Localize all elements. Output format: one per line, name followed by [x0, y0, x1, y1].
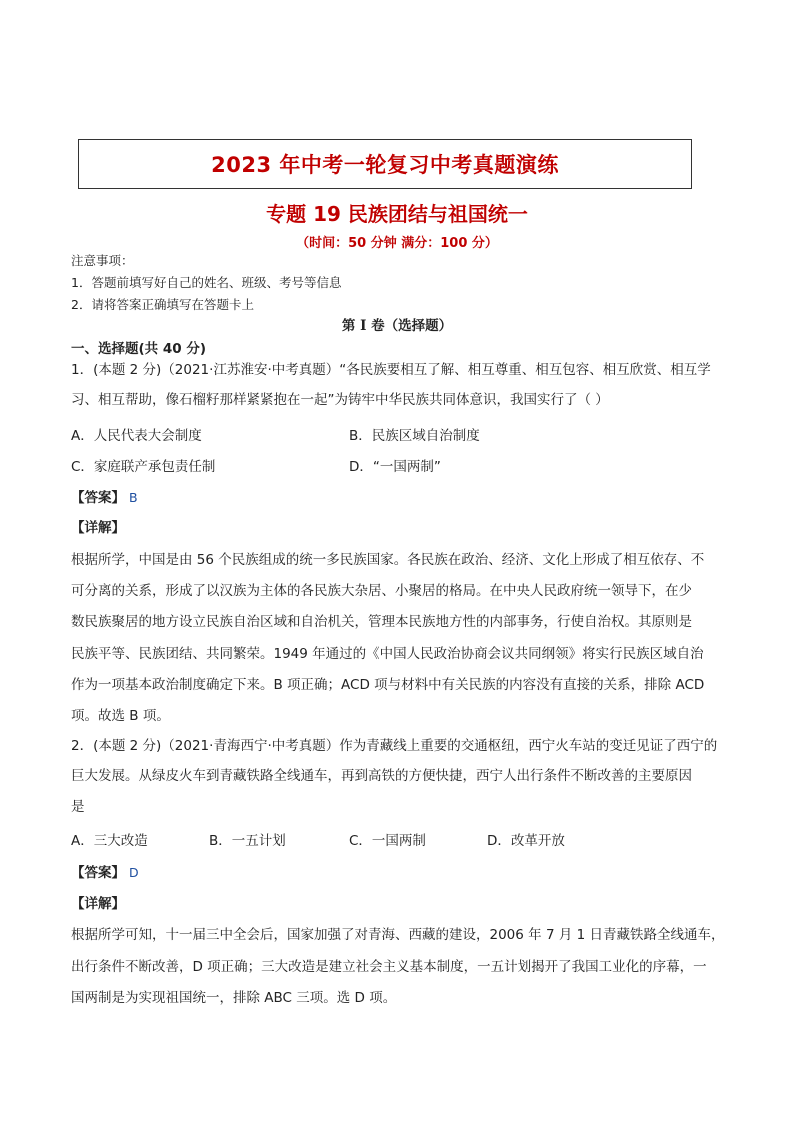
q1-stem-line-2: 习、相互帮助，像石榴籽那样紧紧抱在一起”为铸牢中华民族共同体意识，我国实行了（ ） — [71, 392, 609, 408]
page-subtitle: 专题 19 民族团结与祖国统一 — [266, 202, 528, 226]
section-title: 一、选择题(共 40 分) — [71, 341, 207, 357]
note-item-1: 1．答题前填写好自己的姓名、班级、考号等信息 — [71, 275, 342, 290]
time-info: （时间：50 分钟 满分：100 分） — [296, 236, 498, 251]
q1-answer-value: B — [129, 490, 138, 505]
q2-answer — [71, 861, 139, 881]
q2-option-d: D．改革开放 — [487, 833, 565, 849]
q1-answer — [71, 486, 138, 506]
q1-detail-line-6: 项。故选 B 项。 — [71, 708, 170, 724]
q1-detail-line-1: 根据所学，中国是由 56 个民族组成的统一多民族国家。各民族在政治、经济、文化上形成了相互依存、不 — [71, 552, 705, 568]
q1-detail-line-2: 可分离的关系，形成了以汉族为主体的各民族大杂居、小聚居的格局。在中央人民政府统一领导下，在少 — [71, 583, 692, 599]
q1-detail-line-5: 作为一项基本政治制度确定下来。B 项正确；ACD 项与材料中有关民族的内容没有直接的关系，排除 ACD — [71, 677, 705, 693]
q2-detail-line-3: 国两制是为实现祖国统一，排除 ABC 三项。选 D 项。 — [71, 990, 397, 1006]
q2-detail-label: 【详解】 — [71, 896, 125, 912]
q2-detail-line-2: 出行条件不断改善，D 项正确；三大改造是建立社会主义基本制度，一五计划揭开了我国工业化的序幕，一 — [71, 959, 707, 975]
page-title: 2023 年中考一轮复习中考真题演练 — [211, 153, 559, 177]
volume-title: 第 I 卷（选择题） — [341, 318, 453, 334]
q2-answer-value: D — [129, 865, 139, 880]
q1-option-a: A．人民代表大会制度 — [71, 428, 202, 444]
q2-stem-line-1: 2．(本题 2 分)（2021·青海西宁·中考真题）作为青藏线上重要的交通枢纽，西宁火车站的变迁见证了西宁的 — [71, 738, 718, 754]
q2-stem-line-2: 巨大发展。从绿皮火车到青藏铁路全线通车，再到高铁的方便快捷，西宁人出行条件不断改善的主要原因 — [71, 768, 692, 784]
q1-option-c: C．家庭联产承包责任制 — [71, 459, 216, 475]
q1-detail-label: 【详解】 — [71, 520, 125, 536]
title-box — [78, 139, 692, 189]
q2-stem-line-3: 是 — [71, 799, 85, 815]
q2-detail-line-1: 根据所学可知，十一届三中全会后，国家加强了对青海、西藏的建设，2006 年 7 月 1 日青藏铁路全线通车， — [71, 927, 725, 943]
q2-option-c: C．一国两制 — [349, 833, 426, 849]
q2-answer-label: 【答案】 — [71, 865, 125, 881]
note-item-2: 2．请将答案正确填写在答题卡上 — [71, 297, 254, 312]
notes-heading: 注意事项： — [71, 253, 134, 268]
q1-detail-line-3: 数民族聚居的地方设立民族自治区域和自治机关，管理本民族地方性的内部事务，行使自治权。其原则是 — [71, 614, 692, 630]
q1-option-b: B．民族区域自治制度 — [349, 428, 480, 444]
q1-answer-label: 【答案】 — [71, 490, 125, 506]
q1-detail-line-4: 民族平等、民族团结、共同繁荣。1949 年通过的《中国人民政治协商会议共同纲领》将实行民族区域自治 — [71, 646, 704, 662]
q2-option-b: B．一五计划 — [209, 833, 286, 849]
q1-stem-line-1: 1．(本题 2 分)（2021·江苏淮安·中考真题）“各民族要相互了解、相互尊重、相互包容、相互欣赏、相互学 — [71, 362, 711, 378]
q2-option-a: A．三大改造 — [71, 833, 148, 849]
q1-option-d: D．“一国两制” — [349, 459, 441, 475]
